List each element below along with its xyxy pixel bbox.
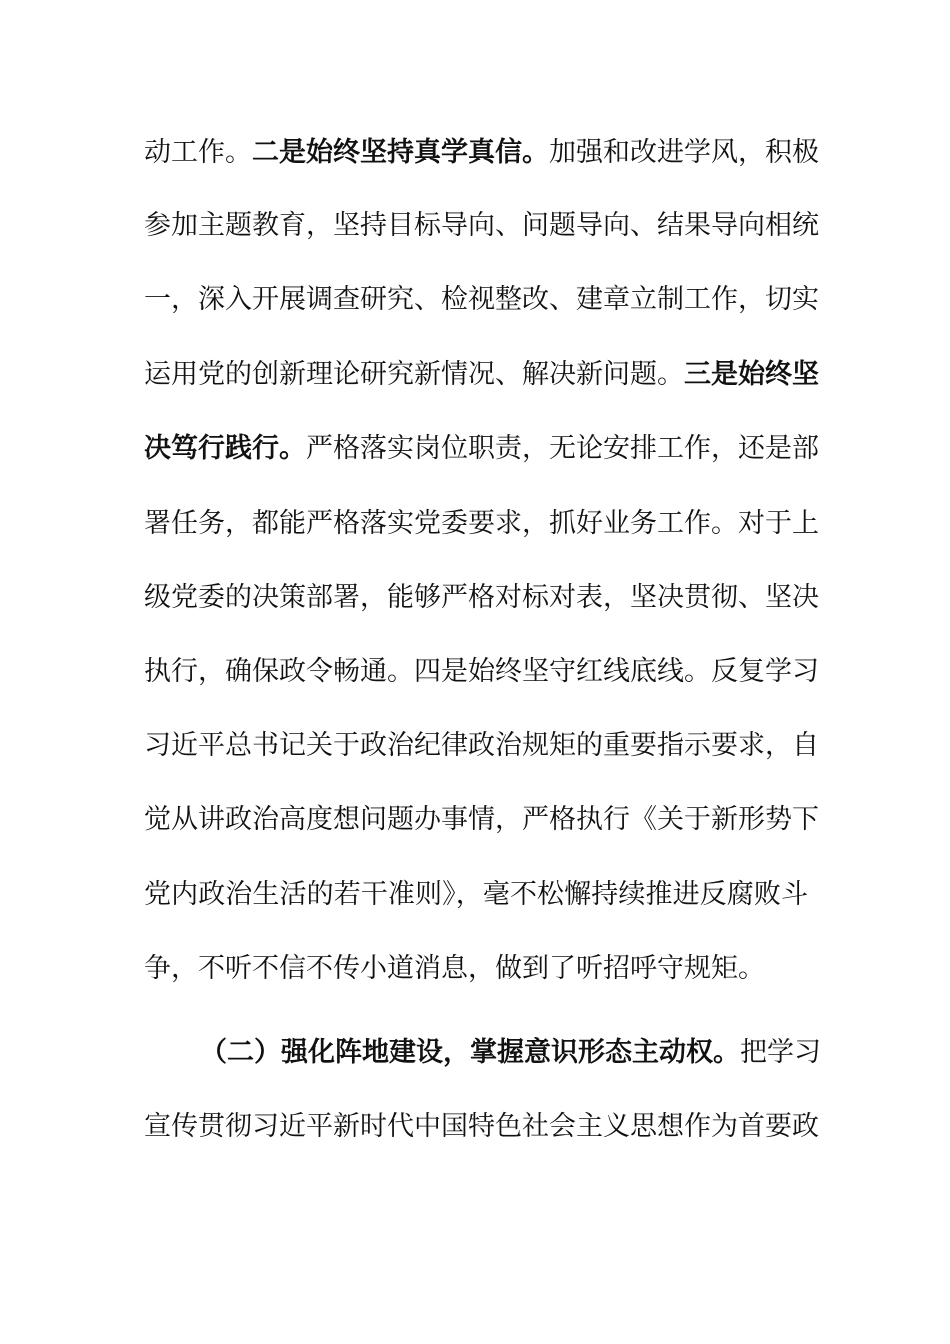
text-line: 觉从讲政治高度想问题办事情，严格执行《关于新形势下 [144, 804, 819, 835]
text-line: 署任务，都能严格落实党委要求，抓好业务工作。对于上 [144, 508, 819, 539]
section-heading-line: （二）强化阵地建设，掌握意识形态主动权。把学习 [200, 1037, 821, 1068]
text-line: 级党委的决策部署，能够严格对标对表，坚决贯彻、坚决 [144, 582, 819, 613]
text-line: 决笃行践行。严格落实岗位职责，无论安排工作，还是部 [144, 433, 819, 464]
text-line: 运用党的创新理论研究新情况、解决新问题。三是始终坚 [144, 359, 819, 390]
text-line: 习近平总书记关于政治纪律政治规矩的重要指示要求，自 [144, 730, 819, 761]
text-line: 一，深入开展调查研究、检视整改、建章立制工作，切实 [144, 284, 819, 315]
text-line: 党内政治生活的若干准则》，毫不松懈持续推进反腐败斗 [144, 879, 808, 910]
text-line: 争，不听不信不传小道消息，做到了听招呼守规矩。 [144, 953, 765, 984]
text-line: 参加主题教育，坚持目标导向、问题导向、结果导向相统 [144, 210, 819, 241]
text-line: 动工作。二是始终坚持真学真信。加强和改进学风，积极 [144, 137, 819, 168]
text-line: 宣传贯彻习近平新时代中国特色社会主义思想作为首要政 [144, 1111, 819, 1142]
text-line: 执行，确保政令畅通。四是始终坚守红线底线。反复学习 [144, 656, 819, 687]
